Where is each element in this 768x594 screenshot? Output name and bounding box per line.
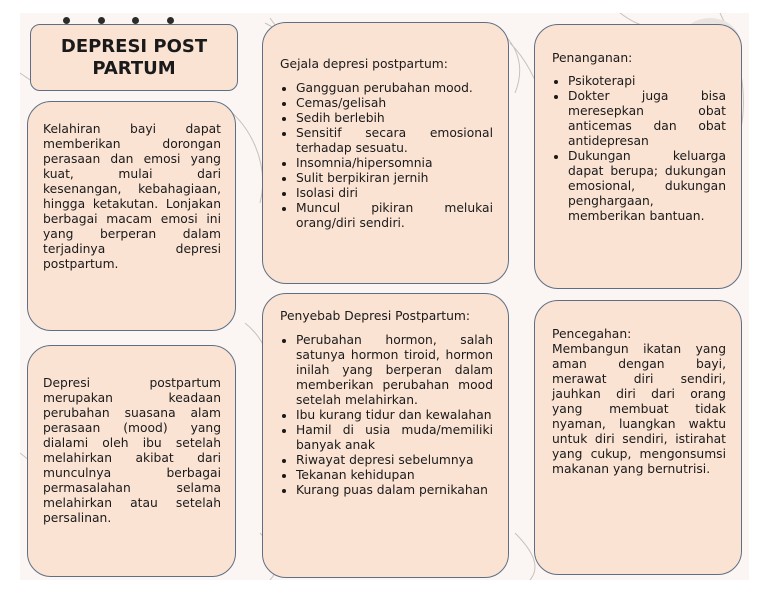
list-item: • Psikoterapi [568,74,726,89]
definition-box [27,345,236,577]
list-item: • Riwayat depresi sebelumnya [296,453,493,468]
dot [98,17,105,24]
page-title: DEPRESI POST PARTUM [60,35,208,79]
list-item: • Gangguan perubahan mood. [296,81,493,96]
definition-text: Depresi postpartum merupakan keadaan perubahan suasana alam perasaan (mood) yang dialami oleh ibu setelah melahirkan akibat dari munculnya berbagai permasalahan selama melahirkan atau setelah persalinan. [43,376,221,525]
list-item: • Tekanan kehidupan [296,468,493,483]
causes-list [280,333,493,498]
list-item: • Sulit berpikiran jernih [296,171,493,186]
list-item: • Sedih berlebih [296,111,493,126]
dot [63,17,70,24]
dot [132,17,139,24]
list-item: • Cemas/gelisah [296,96,493,111]
list-item: • Dokter juga bisa meresepkan obat anticemas dan obat antidepresan [568,89,726,149]
symptoms-heading: Gejala depresi postpartum: [280,57,448,71]
dot [167,17,174,24]
prevention-text: Membangun ikatan yang aman dengan bayi, merawat diri sendiri, jauhkan diri dari orang yang membuat tidak nyaman, luangkan waktu untuk diri sendiri, istirahat yang cukup, mengonsumsi makanan yang bernutrisi. [552,342,726,476]
intro-box [27,101,236,331]
prevention-heading: Pencegahan: [552,327,632,341]
list-item: • Sensitif secara emosional terhadap sesuatu. [296,126,493,156]
intro-text: Kelahiran bayi dapat memberikan dorongan perasaan dan emosi yang kuat, mulai dari kesenangan, kebahagiaan, hingga ketakutan. Lonjakan berbagai macam emosi ini yang berperan dalam terjadinya depresi postpartum. [43,122,221,271]
symptoms-list [280,81,493,231]
title-box [30,24,238,91]
list-item: • Kurang puas dalam pernikahan [296,483,493,498]
list-item: • Insomnia/hipersomnia [296,156,493,171]
list-item: • Perubahan hormon, salah satunya hormon tiroid, hormon inilah yang berperan dalam memberikan perubahan mood setelah melahirkan. [296,333,493,408]
list-item: • Hamil di usia muda/memiliki banyak anak [296,423,493,453]
treatment-heading: Penanganan: [552,51,633,65]
causes-box [262,293,509,578]
symptoms-box [262,22,509,284]
treatment-box [534,24,742,289]
causes-scroll-area [280,333,493,578]
list-item: • Isolasi diri [296,186,493,201]
prevention-box [534,300,742,575]
list-item: • Dukungan keluarga dapat berupa; dukungan emosional, dukungan penghargaan, memberikan bantuan. [568,149,726,224]
list-item: • Ibu kurang tidur dan kewalahan [296,408,493,423]
treatment-list [552,74,726,224]
list-item: • Muncul pikiran melukai orang/diri sendiri. [296,201,493,231]
causes-heading: Penyebab Depresi Postpartum: [280,309,471,323]
